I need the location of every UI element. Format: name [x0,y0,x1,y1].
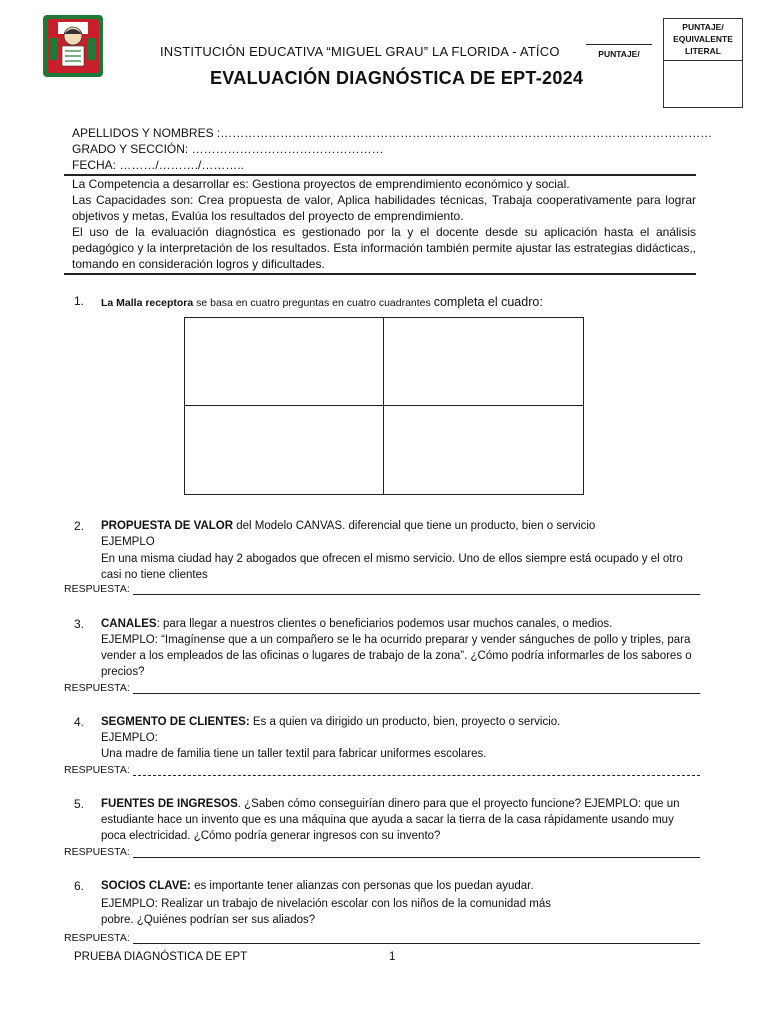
q6-response-label: RESPUESTA: [64,932,130,944]
q2-text [101,518,701,534]
q6-text [101,878,701,894]
q3-text [101,616,701,632]
q5-text [101,796,701,844]
q1-body: se basa en cuatro preguntas en cuatro cuadrantes [193,297,434,309]
institution-name: INSTITUCIÓN EDUCATIVA “MIGUEL GRAU” LA FLORIDA - ATÍCO [160,44,560,59]
q3-example-body: EJEMPLO: “Imagínense que a un compañero se le ha ocurrido preparar y vender sánguches de pollo y triples, para vender a los empleados de las oficinas o lugares de trabajo de la zona”. ¿Cómo podría informarles de los sabores o precios? [101,634,692,678]
quadrant-4[interactable] [384,406,583,494]
q4-text [101,714,701,730]
student-fields [72,125,712,173]
q3-response-label: RESPUESTA: [64,682,130,694]
exam-title: EVALUACIÓN DIAGNÓSTICA DE EPT-2024 [210,68,584,88]
q5-bold: FUENTES DE INGRESOS [101,798,238,810]
q6-response[interactable] [64,932,700,944]
q2-bold: PROPUESTA DE VALOR [101,520,234,532]
school-crest-logo [42,14,104,78]
intro-uso: El uso de la evaluación diagnóstica es gestionado por la y el docente desde su aplicación hasta el análisis pedagógico y la interpretación de los resultados. Esta información también permite ajustar las estrategias didácticas,, tomando en consideración logros y dificultades. [72,225,696,271]
grade-field[interactable]: GRADO Y SECCIÓN: ………………………………………… [72,142,384,156]
intro-competencia: La Competencia a desarrollar es: Gestiona proyectos de emprendimiento económico y social. [72,177,570,191]
q4-ejemplo: EJEMPLO: [101,732,158,744]
names-field[interactable]: APELLIDOS Y NOMBRES :…………………………………………………………………………………………………………… [72,126,713,140]
q3-response-line[interactable] [133,683,700,694]
intro-text [72,176,696,272]
q3-response[interactable] [64,682,700,694]
q5-response[interactable] [64,846,700,858]
q2-example-body: En una misma ciudad hay 2 abogados que ofrecen el mismo servicio. Uno de ellos siempre está ocupado y el otro casi no tiene clientes [101,553,683,581]
q6-number: 6. [74,879,85,893]
q2-body: del Modelo CANVAS. diferencial que tiene un producto, bien o servicio [233,520,596,532]
divider-bottom [64,273,696,275]
q3-body: : para llegar a nuestros clientes o beneficiarios podemos usar muchos canales, o medios. [156,618,613,630]
q2-ejemplo: EJEMPLO [101,536,155,548]
page-number: 1 [389,951,396,963]
q4-response-label: RESPUESTA: [64,764,130,776]
q2-response[interactable] [64,583,700,595]
quadrant-1[interactable] [185,318,384,406]
q4-response[interactable] [64,764,700,776]
q2-response-label: RESPUESTA: [64,583,130,595]
q1-bold: La Malla receptora [101,297,194,309]
q1-tail: completa el cuadro: [433,295,543,309]
q4-response-line[interactable] [133,765,700,776]
q1-number: 1. [74,294,85,308]
footer-label: PRUEBA DIAGNÓSTICA DE EPT [74,951,248,963]
q6-bold: SOCIOS CLAVE: [101,880,191,892]
q6-example-body: EJEMPLO: Realizar un trabajo de nivelación escolar con los niños de la comunidad más pobre. ¿Quiénes podrían ser sus aliados? [101,898,552,926]
q6-response-line[interactable] [133,933,700,944]
q6-body: es importante tener alianzas con personas que los puedan ayudar. [190,880,534,892]
score-box[interactable] [663,18,743,108]
intro-capacidades: Las Capacidades son: Crea propuesta de valor, Aplica habilidades técnicas, Trabaja cooperativamente para lograr objetivos y metas, Evalúa los resultados del proyecto de emprendimiento. [72,193,696,223]
score-box-label: PUNTAJE/ EQUIVALENTE LITERAL [664,19,742,61]
q5-response-label: RESPUESTA: [64,846,130,858]
q4-bold: SEGMENTO DE CLIENTES: [101,716,250,728]
q4-body: Es a quien va dirigido un producto, bien, proyecto o servicio. [249,716,561,728]
q5-response-line[interactable] [133,847,700,858]
q2-number: 2. [74,519,85,533]
q5-number: 5. [74,797,85,811]
q4-example-body: Una madre de familia tiene un taller textil para fabricar uniformes escolares. [101,748,487,760]
q4-number: 4. [74,715,85,729]
date-field[interactable]: FECHA: ………/………./……….. [72,158,245,172]
puntaje-label: PUNTAJE/ [586,44,652,59]
q3-number: 3. [74,617,85,631]
q1-text [101,294,701,311]
q3-bold: CANALES [101,618,157,630]
quadrant-3[interactable] [185,406,384,494]
q2-response-line[interactable] [133,584,700,595]
malla-receptora-grid [184,317,584,495]
quadrant-2[interactable] [384,318,583,406]
q5-body: . ¿Saben cómo conseguirían dinero para que el proyecto funcione? EJEMPLO: que un estudiante hace un invento que es una máquina que ayuda a sacar la tierra de la casa rápidamente usando muy poca electricidad. ¿Cómo podría generar ingresos con su invento? [101,798,680,842]
